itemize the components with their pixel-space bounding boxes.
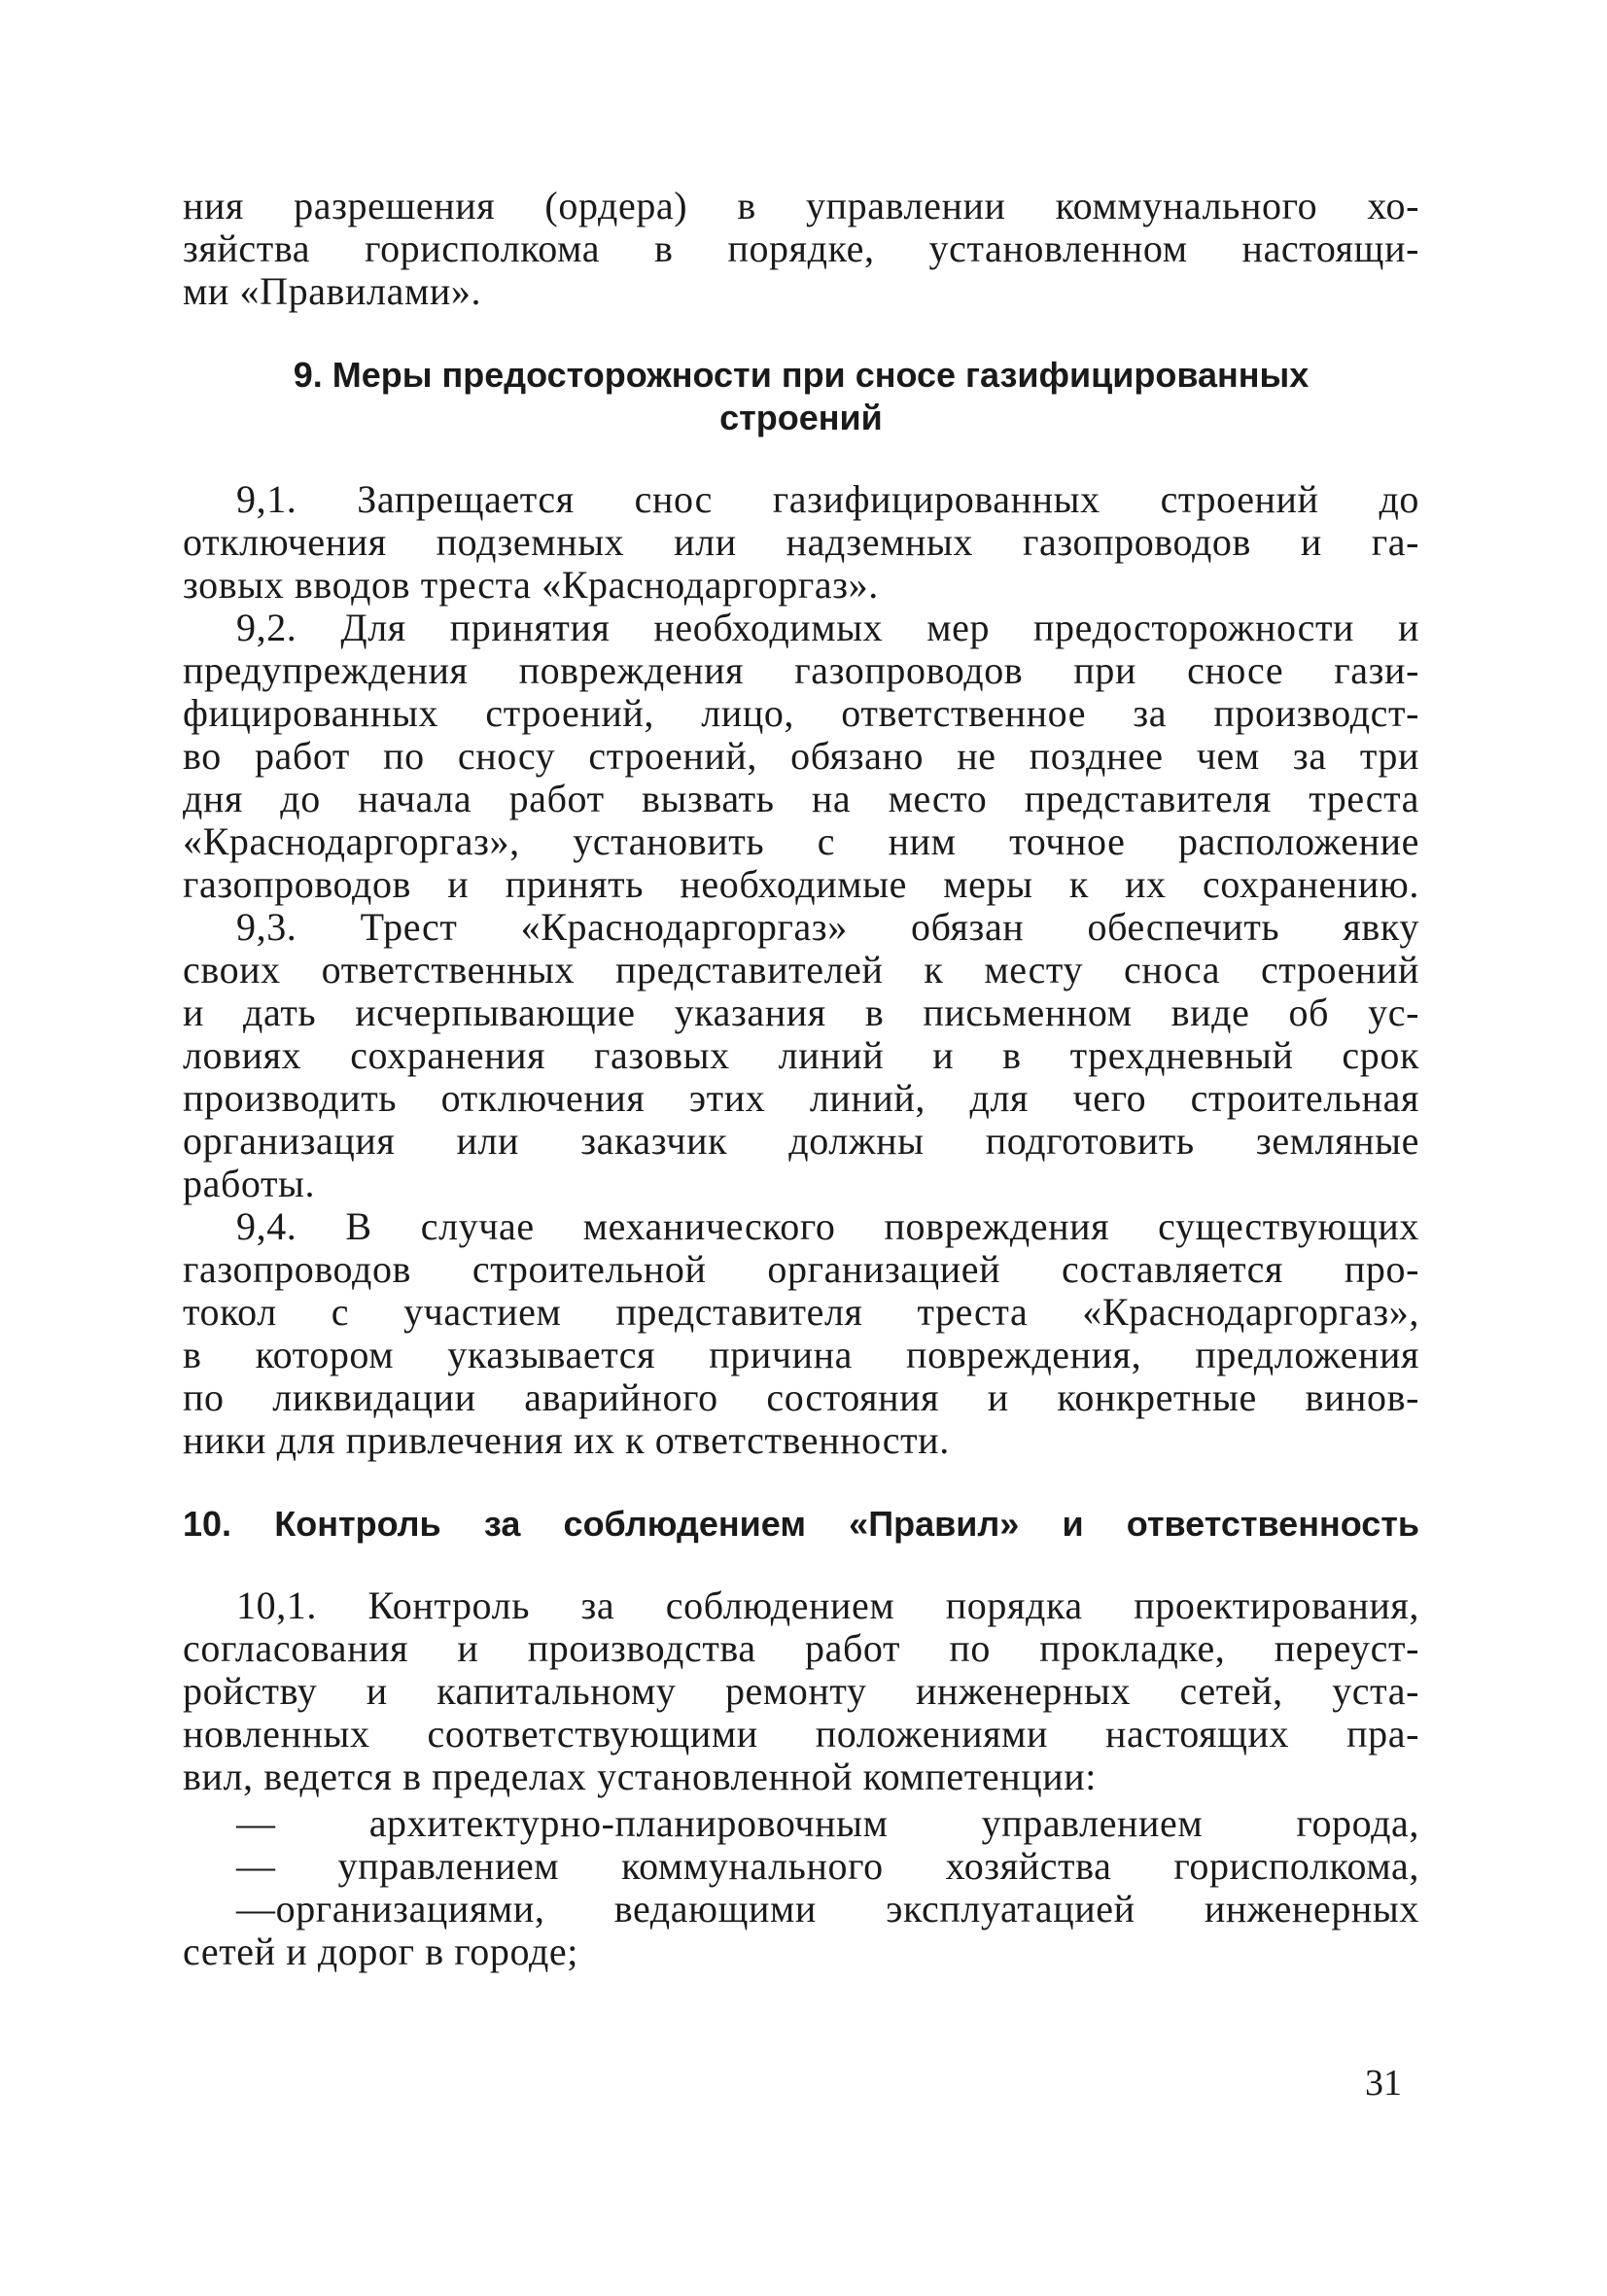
competence-list [183,1802,1419,1973]
text-line: вил, ведется в пределах установленной компетенции: [183,1755,1097,1798]
section-heading-line: 9. Меры предосторожности при сносе газифицированных [293,355,1310,395]
text-line: «Краснодаргоргаз», установить с ним точное расположение [183,819,1419,863]
list-item: — архитектурно-планировочным управлением города, [236,1801,1419,1845]
text-line: в котором указывается причина повреждения, предложения [183,1333,1419,1376]
text-line: производить отключения этих линий, для чего строительная [183,1076,1419,1120]
text-line: работы. [183,1162,316,1205]
text-line: отключения подземных или надземных газопроводов и га- [183,520,1419,564]
text-line: во работ по сносу строений, обязано не позднее чем за три [183,734,1419,778]
text-line: зовых вводов треста «Краснодаргоргаз». [183,563,879,607]
list-item: —организациями, ведающими эксплуатацией инженерных [236,1887,1419,1931]
text-line: 9,2. Для принятия необходимых мер предосторожности и [236,606,1419,649]
section-heading-line: строений [719,398,883,437]
text-line: 9,3. Трест «Краснодаргоргаз» обязан обеспечить явку [236,905,1419,949]
text-line: ройству и капитальному ремонту инженерных сетей, уста- [183,1669,1419,1713]
list-item: — управлением коммунального хозяйства горисполкома, [236,1844,1419,1888]
text-line: и дать исчерпывающие указания в письменном виде об ус- [183,991,1419,1034]
text-line: газопроводов строительной организацией составляется про- [183,1247,1419,1291]
text-line: фицированных строений, лицо, ответственное за производст- [183,691,1419,735]
text-line: дня до начала работ вызвать на место представителя треста [183,777,1419,820]
text-line: токол с участием представителя треста «Краснодаргоргаз», [183,1290,1419,1334]
text-line: своих ответственных представителей к месту сноса строений [183,948,1419,991]
text-line: по ликвидации аварийного состояния и конкретные винов- [183,1375,1419,1419]
section-10-heading: 10. Контроль за соблюдением «Правил» и ответственность [183,1504,1419,1544]
list-item-continuation: сетей и дорог в городе; [183,1930,578,1973]
page-number: 31 [1365,2063,1402,2104]
text-line: 10,1. Контроль за соблюдением порядка проектирования, [236,1583,1419,1627]
paragraph-10-1 [183,1584,1419,1798]
text-line: ми «Правилами». [183,269,482,313]
text-line: ния разрешения (ордера) в управлении коммунального хо- [183,184,1419,227]
text-line: новленных соответствующими положениями настоящих пра- [183,1712,1419,1756]
text-line: зяйства горисполкома в порядке, установленном настоящи- [183,226,1419,270]
paragraph-9-2 [183,607,1419,906]
paragraph-9-4 [183,1205,1419,1462]
text-line: 9,4. В случае механического повреждения существующих [236,1204,1419,1248]
paragraph-9-1 [183,478,1419,607]
text-line: 9,1. Запрещается снос газифицированных строений до [236,477,1419,521]
text-line: ники для привлечения их к ответственности. [183,1418,950,1462]
text-line: ловиях сохранения газовых линий и в трехдневный срок [183,1033,1419,1077]
paragraph-9-3 [183,906,1419,1205]
text-line: предупреждения повреждения газопроводов при сносе гази- [183,648,1419,692]
document-page [183,185,1419,1973]
text-line: согласования и производства работ по прокладке, переуст- [183,1626,1419,1670]
text-line: организация или заказчик должны подготовить земляные [183,1119,1419,1163]
text-line: газопроводов и принять необходимые меры к их сохранению. [183,862,1419,906]
section-9-heading [183,354,1419,439]
intro-paragraph [183,185,1419,313]
